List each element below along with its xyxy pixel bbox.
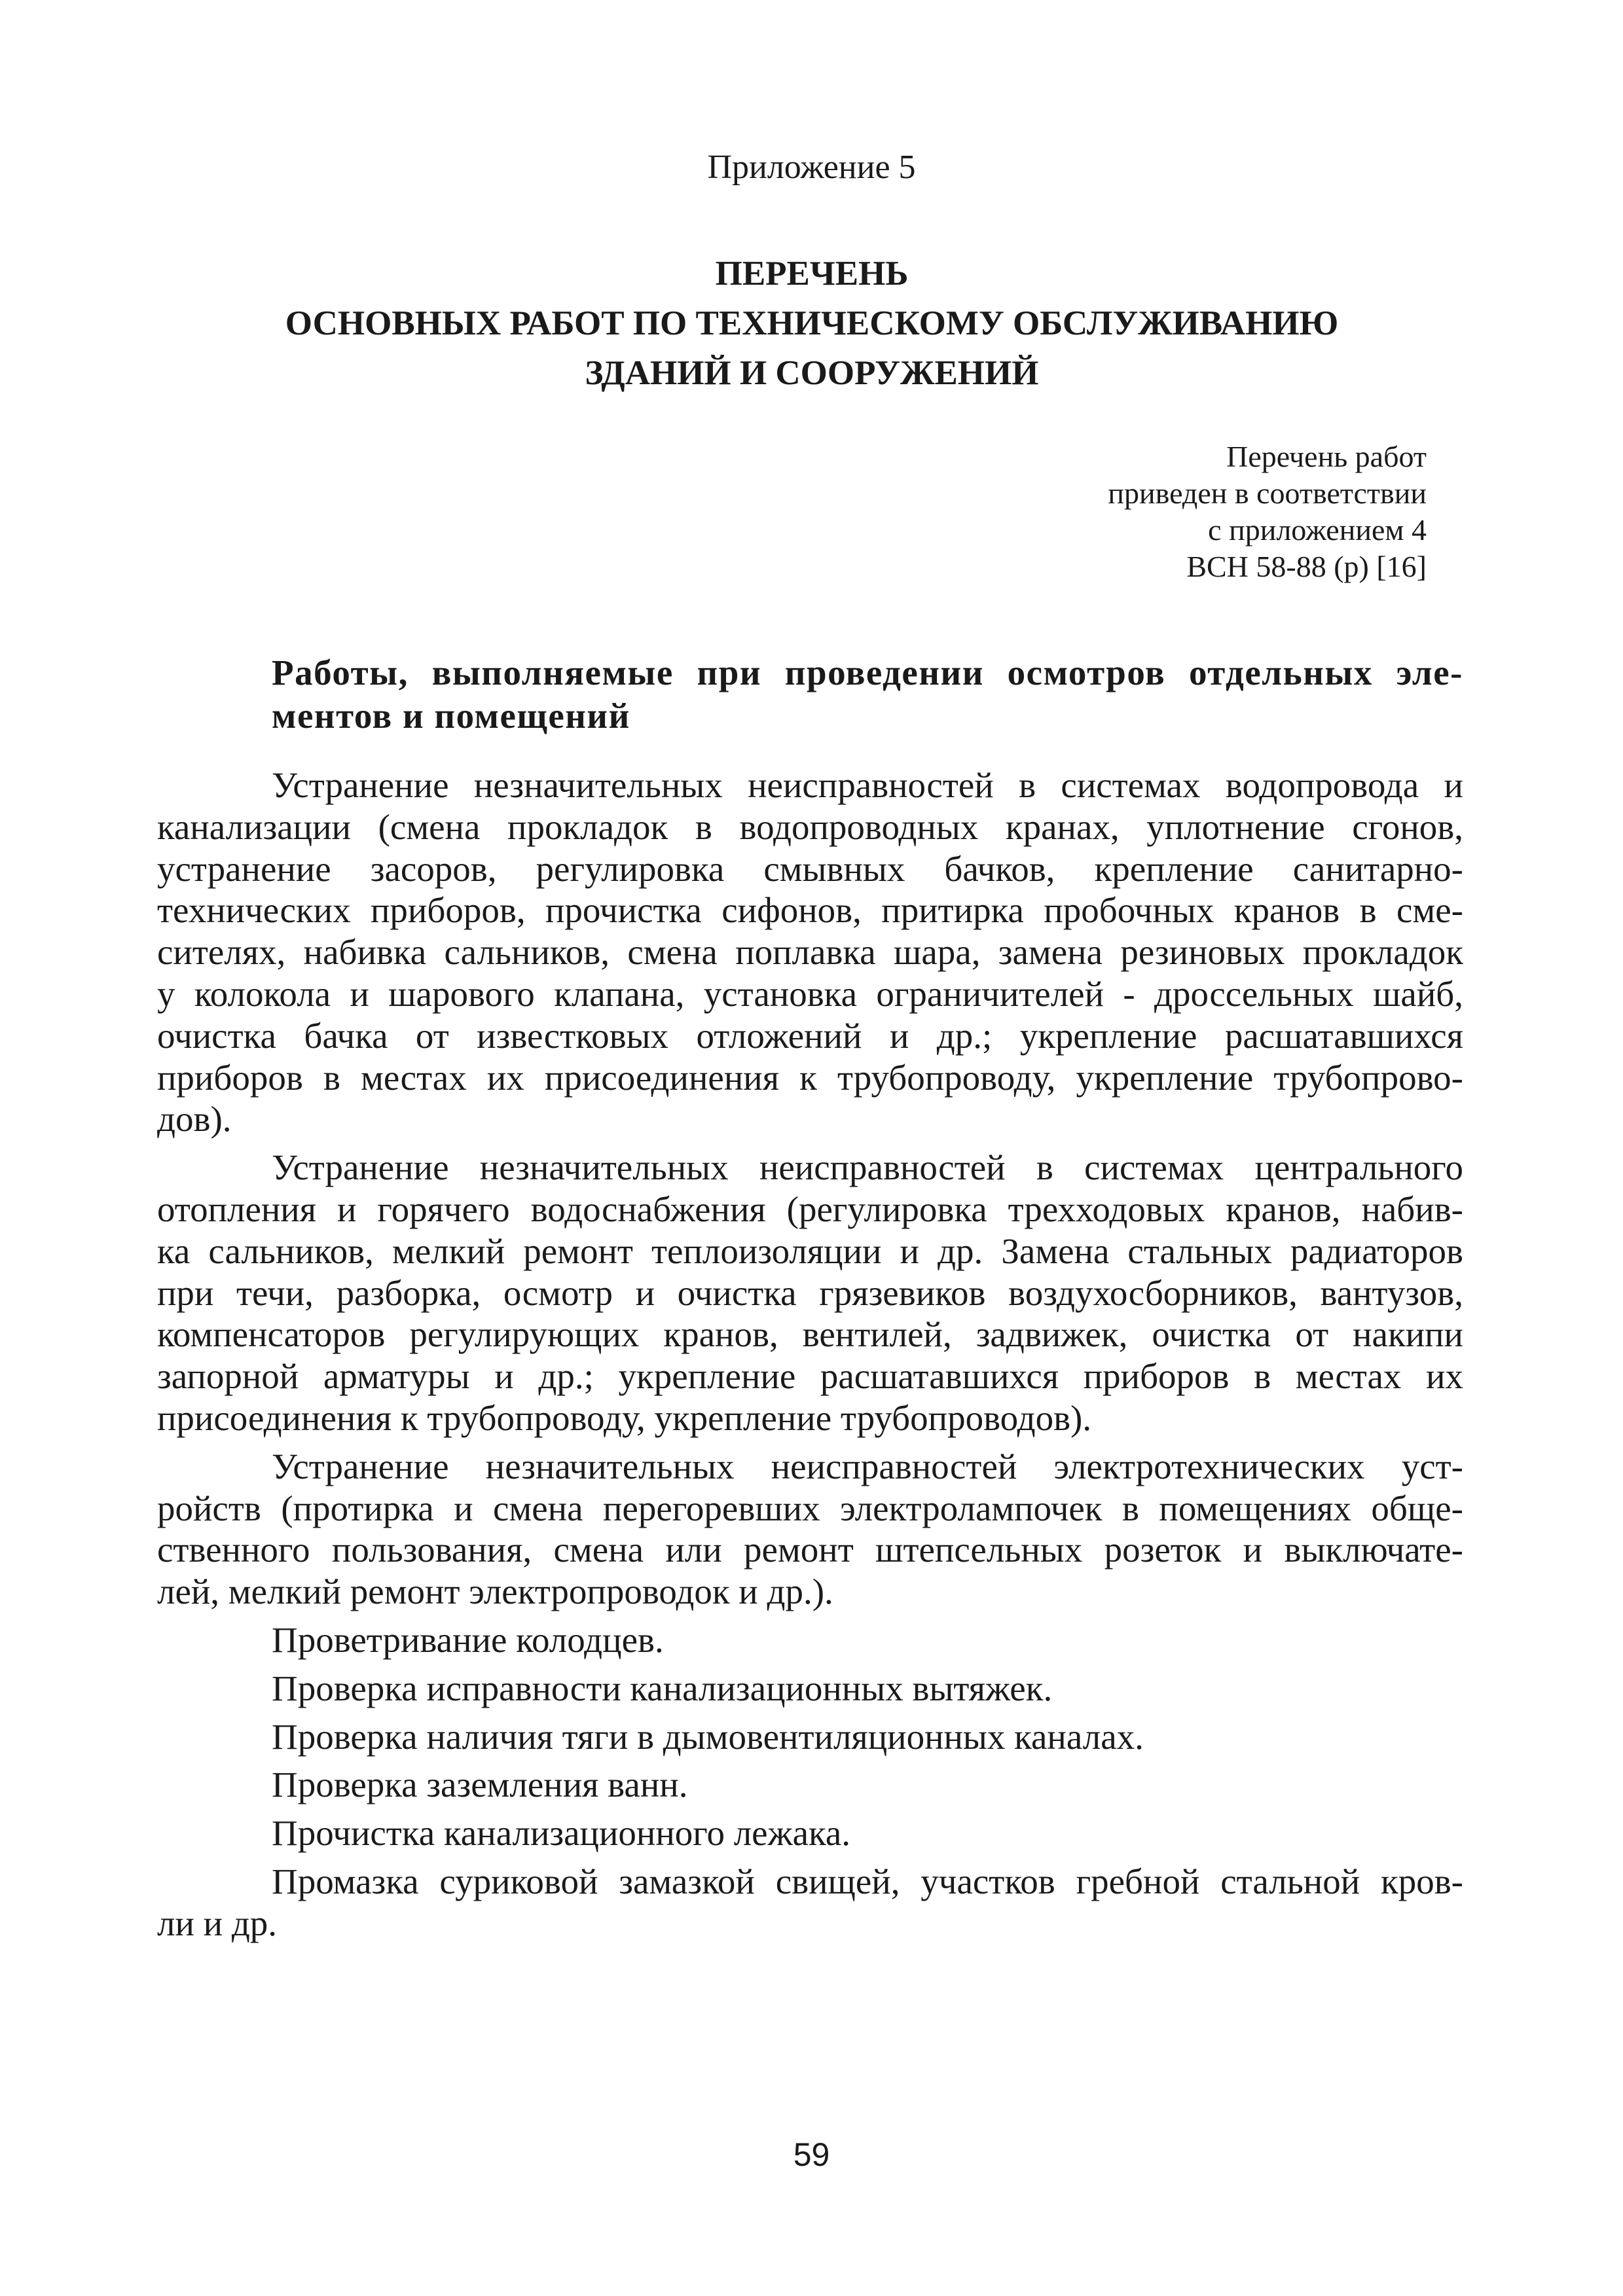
text-line: компенсаторов регулирующих кранов, вентилей, задвижек, очистка от накипи xyxy=(157,1314,1463,1355)
appendix-label: Приложение 5 xyxy=(707,149,916,186)
reference-line: ВСН 58-88 (р) [16] xyxy=(1186,550,1427,583)
text-line: присоединения к трубопроводу, укрепление трубопроводов). xyxy=(157,1397,1092,1438)
text-line: Промазка суриковой замазкой свищей, участков гребной стальной кров- xyxy=(272,1861,1463,1901)
text-line: ка сальников, мелкий ремонт теплоизоляции и др. Замена стальных радиаторов xyxy=(157,1230,1463,1271)
text-line: запорной арматуры и др.; укрепление расшатавшихся приборов в местах их xyxy=(157,1356,1463,1397)
page-number: 59 xyxy=(793,2136,830,2173)
paragraph-heating xyxy=(157,1147,1463,1439)
text-line: ственного пользования, смена или ремонт штепсельных розеток и выключате- xyxy=(157,1530,1463,1570)
text-line: Устранение незначительных неисправностей в системах водопровода и xyxy=(272,765,1463,805)
heading-line: Работы, выполняемые при проведении осмотров отдельных эле- xyxy=(272,653,1463,692)
title-line: ЗДАНИЙ И СООРУЖЕНИЙ xyxy=(585,354,1039,392)
text-line: дов). xyxy=(157,1099,232,1139)
text-line: у колокола и шарового клапана, установка ограничителей - дроссельных шайб, xyxy=(157,973,1463,1014)
body-text xyxy=(157,764,1463,1945)
document-title xyxy=(170,249,1453,398)
reference-note xyxy=(837,439,1427,585)
text-line: Проверка заземления ванн. xyxy=(272,1765,688,1805)
reference-line: приведен в соответствии xyxy=(1108,476,1427,510)
paragraph-water-supply xyxy=(157,764,1463,1140)
text-line: Устранение незначительных неисправностей в системах центрального xyxy=(272,1147,1463,1188)
paragraph-grounding xyxy=(157,1764,1463,1806)
text-line: Проверка исправности канализационных вытяжек. xyxy=(272,1668,1053,1708)
text-line: ли и др. xyxy=(157,1903,278,1943)
reference-line: Перечень работ xyxy=(1226,440,1427,473)
text-line: при течи, разборка, осмотр и очистка грязевиков воздухосборников, вантузов, xyxy=(157,1272,1463,1313)
heading-line: ментов и помещений xyxy=(272,696,630,736)
text-line: Прочистка канализационного лежака. xyxy=(272,1813,851,1854)
text-line: устранение засоров, регулировка смывных бачков, крепление санитарно- xyxy=(157,848,1463,889)
paragraph-electrical xyxy=(157,1446,1463,1613)
text-line: очистка бачка от известковых отложений и др.; укрепление расшатавшихся xyxy=(157,1015,1463,1056)
text-line: технических приборов, прочистка сифонов, притирка пробочных кранов в сме- xyxy=(157,890,1463,931)
text-line: отопления и горячего водоснабжения (регулировка трехходовых кранов, набив- xyxy=(157,1189,1463,1229)
text-line: Устранение незначительных неисправностей электротехнических уст- xyxy=(272,1446,1463,1486)
section-heading xyxy=(272,651,1463,738)
paragraph-sewer xyxy=(157,1812,1463,1854)
paragraph-draft xyxy=(157,1716,1463,1758)
paragraph-roof xyxy=(157,1861,1463,1945)
paragraph-wells xyxy=(157,1619,1463,1661)
text-line: лей, мелкий ремонт электропроводок и др.). xyxy=(157,1571,833,1612)
text-line: ройств (протирка и смена перегоревших электролампочек в помещениях обще- xyxy=(157,1488,1463,1528)
text-line: Проверка наличия тяги в дымовентиляционных каналах. xyxy=(272,1716,1144,1757)
title-line: ОСНОВНЫХ РАБОТ ПО ТЕХНИЧЕСКОМУ ОБСЛУЖИВАНИЮ xyxy=(285,304,1339,342)
text-line: Проветривание колодцев. xyxy=(272,1619,664,1660)
reference-line: с приложением 4 xyxy=(1208,513,1427,547)
text-line: сителях, набивка сальников, смена поплавка шара, замена резиновых прокладок xyxy=(157,932,1463,973)
paragraph-exhaust xyxy=(157,1668,1463,1710)
text-line: приборов в местах их присоединения к трубопроводу, укрепление трубопрово- xyxy=(157,1057,1463,1098)
title-line: ПЕРЕЧЕНЬ xyxy=(715,255,909,293)
text-line: канализации (смена прокладок в водопроводных кранах, уплотнение сгонов, xyxy=(157,806,1463,847)
